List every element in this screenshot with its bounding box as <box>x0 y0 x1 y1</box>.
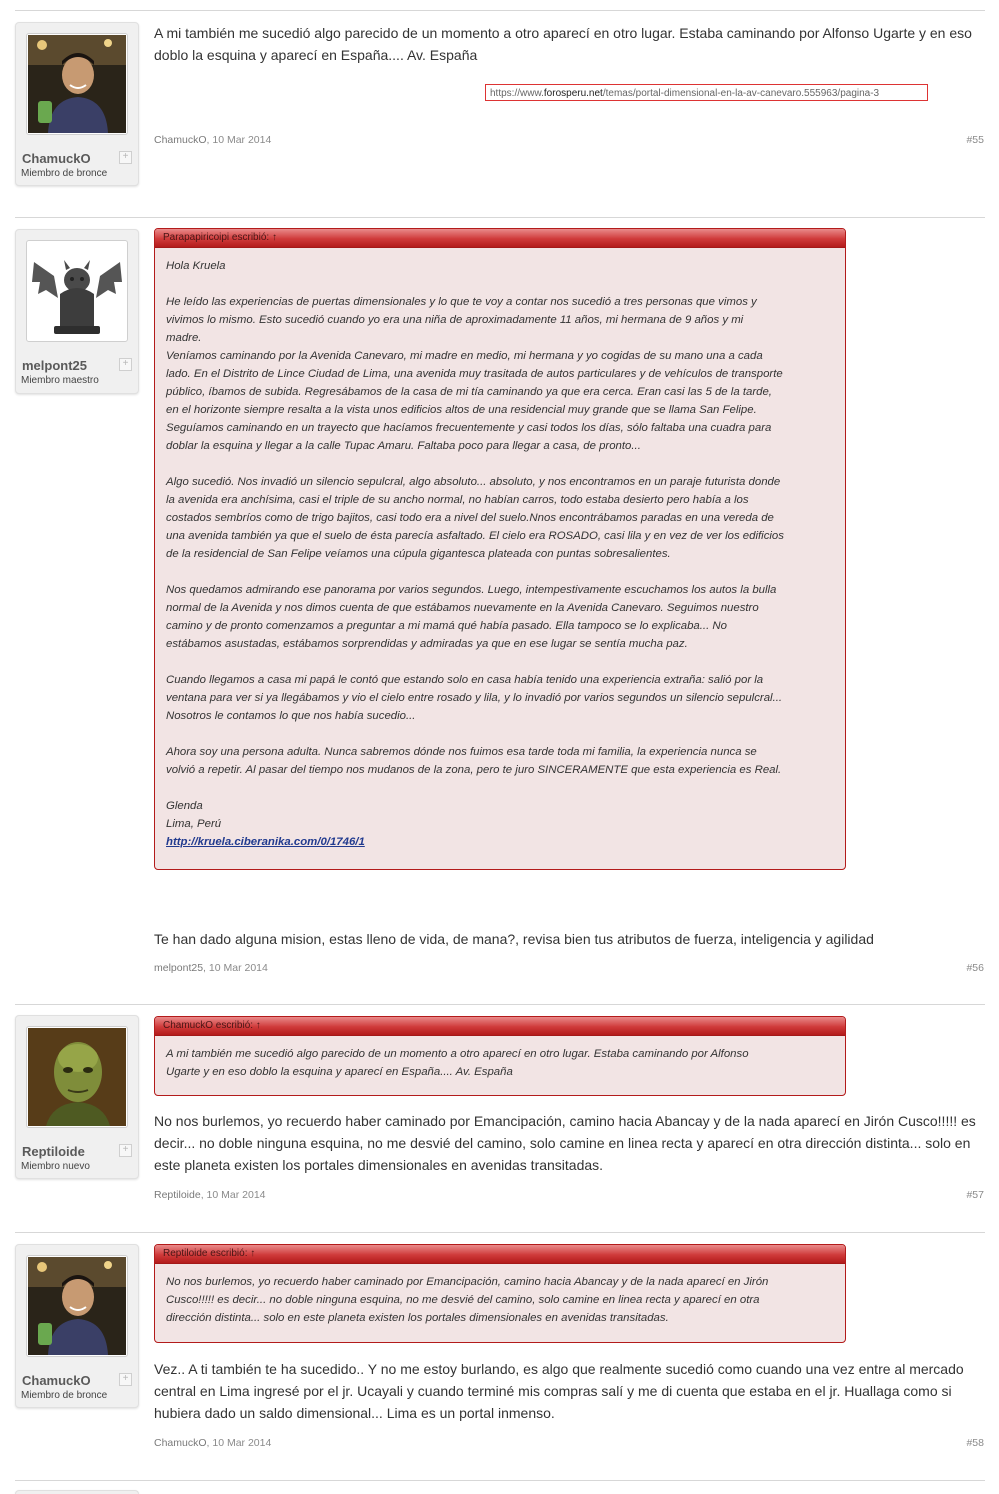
post-meta <box>154 962 268 974</box>
post-divider <box>15 217 985 218</box>
user-rank: Miembro de bronce <box>21 1390 108 1401</box>
post-divider <box>15 1004 985 1005</box>
username[interactable]: melpont25 <box>22 358 88 373</box>
quote-body <box>155 1264 845 1337</box>
meta-author[interactable]: Reptiloide <box>154 1189 201 1201</box>
post-date[interactable]: 10 Mar 2014 <box>212 1437 272 1449</box>
user-card <box>15 1490 139 1494</box>
reptilian-alien-icon <box>28 1028 126 1126</box>
post-number[interactable]: #57 <box>966 1189 984 1201</box>
meta-separator: , <box>200 1189 207 1201</box>
meta-separator: , <box>206 134 213 146</box>
post-message: Vez.. A ti también te ha sucedido.. Y no me estoy burlando, es algo que realmente sucedió como cuando una vez entre al mercado central en Lima ingresé por el jr. Ucayali y cuando terminé mis compras salí y me di cuenta que estaba en el jr. Huallaga como si hubiera dado un saldo dimensional... Lima es un portal inmenso. <box>154 1361 964 1421</box>
avatar[interactable] <box>26 33 128 135</box>
post-date[interactable]: 10 Mar 2014 <box>208 962 268 974</box>
post-number[interactable]: #56 <box>966 962 984 974</box>
quote-header[interactable]: ChamuckO escribió: ↑ <box>155 1017 845 1036</box>
quote-block <box>154 1244 846 1343</box>
user-card <box>15 1244 139 1408</box>
expand-user-icon[interactable]: + <box>119 1144 132 1157</box>
post-number[interactable]: #58 <box>966 1437 984 1449</box>
quote-paragraph: No nos burlemos, yo recuerdo haber caminado por Emancipación, camino hacia Abancay y de la nada aparecí en Jirón Cusco!!!!! es decir... no doble ninguna esquina, no me desvié del camino, solo camine en linea recta y aparecí en otra dirección distinta... solo en este planeta existen los portales dimensionales en avenidas transitadas. <box>166 1276 769 1324</box>
user-rank: Miembro nuevo <box>21 1161 90 1172</box>
user-card <box>15 1015 139 1179</box>
quote-paragraph: Algo sucedió. Nos invadió un silencio sepulcral, algo absoluto... absoluto, y nos encontramos en un paraje futurista donde la avenida era anchísima, casi el triple de su ancho normal, no habían carros, todo estaba desierto pero había a los costados sembríos como de trigo bajitos, casi todo era a nivel del suelo.Nnos encontrábamos paradas en una vereda de una avenida también ya que el suelo de ésta parecía asfaltado. El cielo era ROSADO, casi lila y en vez de ver los edificios de la residencial de San Felipe veíamos una cúpula gigantesca plateada con puntas sobresalientes. <box>166 476 784 560</box>
post-date[interactable]: 10 Mar 2014 <box>206 1189 266 1201</box>
post-meta <box>154 1189 266 1201</box>
url-domain: forosperu.net <box>543 88 603 99</box>
photo-young-man-icon <box>28 1257 126 1355</box>
quote-body <box>155 1036 845 1091</box>
gargoyle-statue-icon <box>28 242 126 340</box>
url-link[interactable] <box>485 84 928 101</box>
quote-paragraph: Glenda Lima, Perú <box>166 800 222 830</box>
meta-author[interactable]: melpont25 <box>154 962 204 974</box>
user-rank: Miembro maestro <box>21 375 99 386</box>
photo-young-man-icon <box>28 35 126 133</box>
post-message: No nos burlemos, yo recuerdo haber caminado por Emancipación, camino hacia Abancay y de la nada aparecí en Jirón Cusco!!!!! es decir... no doble ninguna esquina, no me desvié del camino, solo camine en linea recta y aparecí en otra dirección distinta... solo en este planeta existen los portales dimensionales en avenidas transitadas. <box>154 1113 976 1173</box>
quote-paragraph: Ahora soy una persona adulta. Nunca sabremos dónde nos fuimos esa tarde toda mi familia, la experiencia nunca se volvió a repetir. Al pasar del tiempo nos mudanos de la zona, pero te juro SINCERAMENTE que esta experiencia es Real. <box>166 746 782 776</box>
quote-link[interactable]: http://kruela.ciberanika.com/0/1746/1 <box>166 836 365 848</box>
meta-separator: , <box>206 1437 213 1449</box>
url-path: /temas/portal-dimensional-en-la-av-canevaro.555963/pagina-3 <box>602 88 880 99</box>
username[interactable]: Reptiloide <box>22 1144 85 1159</box>
avatar[interactable] <box>26 240 128 342</box>
quote-paragraph: He leído las experiencias de puertas dimensionales y lo que te voy a contar nos sucedió a tres personas que vimos y vivimos lo mismo. Esto sucedió cuando yo era una niña de aproximadamente 11 años, mi hermana de 9 años y mi madre. Veníamos caminando por la Avenida Canevaro, mi madre en medio, mi hermana y yo cogidas de su mano una a cada lado. En el Distrito de Lince Ciudad de Lima, una avenida muy trasitada de autos particulares y de vehículos de transporte público, íbamos de subida. Regresábamos de la casa de mi tía caminando ya que era cerca. Eran casi las 5 de la tarde, en el horizonte siempre resalta a la vista unos edificios altos de una residencial muy grande que se llama San Felipe. Seguíamos caminando en un trayecto que hacíamos frecuentemente y casi todos los días, sólo faltaba una cuadra para doblar la esquina y llegar a la calle Tupac Amaru. Faltaba poco para llegar a casa, de pronto... <box>166 296 783 452</box>
avatar[interactable] <box>26 1255 128 1357</box>
quote-paragraph: Nos quedamos admirando ese panorama por varios segundos. Luego, intempestivamente escuchamos los autos la bulla normal de la Avenida y nos dimos cuenta de que estábamos nuevamente en la Avenida Canevaro. Seguimos nuestro camino y de pronto comenzamos a preguntar a mi mamá qué había pasado. Ella tampoco se lo explicaba... No estábamos asustadas, estábamos sorprendidas y admiradas ya que en ese lugar se sentía mucha paz. <box>166 584 777 650</box>
post-divider <box>15 10 985 11</box>
post-message: A mi también me sucedió algo parecido de un momento a otro aparecí en otro lugar. Estaba caminando por Alfonso Ugarte y en eso doblo la esquina y aparecí en España.... Av. España <box>154 25 972 63</box>
username[interactable]: ChamuckO <box>22 1373 91 1388</box>
username[interactable]: ChamuckO <box>22 151 91 166</box>
post-divider <box>15 1232 985 1233</box>
quote-block <box>154 1016 846 1096</box>
post-meta <box>154 134 271 146</box>
user-card <box>15 229 139 394</box>
quote-header[interactable]: Parapapiricoipi escribió: ↑ <box>155 229 845 248</box>
meta-separator: , <box>203 962 209 974</box>
expand-user-icon[interactable]: + <box>119 358 132 371</box>
post-divider <box>15 1480 985 1481</box>
quote-paragraph: Hola Kruela <box>166 260 226 272</box>
url-prefix: https://www. <box>490 88 544 99</box>
meta-author[interactable]: ChamuckO <box>154 1437 207 1449</box>
post-number[interactable]: #55 <box>966 134 984 146</box>
post-message: Te han dado alguna mision, estas lleno de vida, de mana?, revisa bien tus atributos de fuerza, inteligencia y agilidad <box>154 931 874 947</box>
avatar[interactable] <box>26 1026 128 1128</box>
post-meta <box>154 1437 271 1449</box>
quote-header[interactable]: Reptiloide escribió: ↑ <box>155 1245 845 1264</box>
quote-paragraph: Cuando llegamos a casa mi papá le contó que estando solo en casa había tenido una experiencia extraña: salió por la ventana para ver si ya llegábamos y vio el cielo entre rosado y lila, y lo invadió por varios segundos un silencio sepulcral... Nosotros le contamos lo que nos había sucedio... <box>166 674 783 722</box>
expand-user-icon[interactable]: + <box>119 1373 132 1386</box>
post-date[interactable]: 10 Mar 2014 <box>212 134 272 146</box>
meta-author[interactable]: ChamuckO <box>154 134 207 146</box>
quote-block <box>154 228 846 870</box>
user-card <box>15 22 139 186</box>
expand-user-icon[interactable]: + <box>119 151 132 164</box>
quote-paragraph: A mi también me sucedió algo parecido de un momento a otro aparecí en otro lugar. Estaba caminando por Alfonso Ugarte y en eso doblo la esquina y aparecí en España.... Av. España <box>166 1048 749 1078</box>
user-rank: Miembro de bronce <box>21 168 108 179</box>
quote-body <box>155 248 845 861</box>
